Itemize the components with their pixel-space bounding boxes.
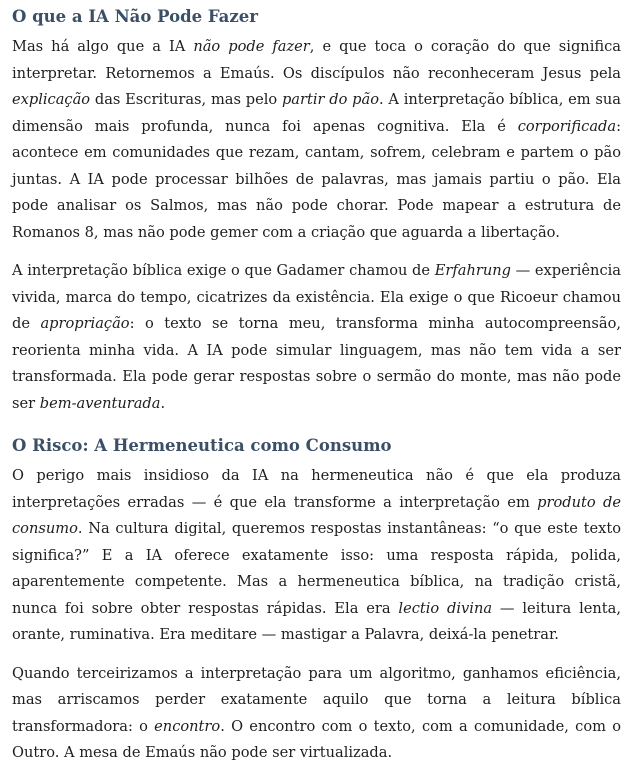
emphasized-text: lectio divina [398, 599, 493, 617]
emphasized-text: partir do pão [281, 91, 379, 108]
emphasized-text: não pode fazer [193, 38, 310, 55]
text-run: . [160, 394, 166, 412]
paragraph [12, 34, 621, 246]
emphasized-text: bem-aventurada [39, 394, 161, 412]
text-run: — leitura lenta, orante, ruminativa. Era meditare — mastigar a Palavra, deixá-la penetrar. [12, 599, 621, 643]
emphasized-text: corporificada [517, 117, 617, 135]
text-run: Mas há algo que a IA [12, 38, 194, 55]
text-run: . O encontro com o texto, com a comunidade, com o Outro. A mesa de Emaús não pode ser virtualizada. [12, 717, 621, 761]
emphasized-text: produto de consumo [12, 493, 621, 537]
text-run: . A interpretação bíblica, em sua dimensão mais profunda, nunca foi apenas cognitiva. Ela é [12, 91, 621, 135]
text-run: . Na cultura digital, queremos respostas instantâneas: “o que este texto significa?” E a IA oferece exatamente isso: uma resposta rápida, polida, aparentemente competente. Mas a hermeneutica bíblica, na tradição cristã, nunca foi sobre obter respostas rápidas. Ela era [12, 520, 621, 617]
text-run: O perigo mais insidioso da IA na hermeneutica não é que ela produza interpretações erradas — é que ela transforme a interpretação em [12, 467, 621, 511]
emphasized-text: encontro [154, 717, 221, 735]
emphasized-text: Erfahrung [434, 262, 511, 279]
text-run: : o texto se torna meu, transforma minha autocompreensão, reorienta minha vida. A IA pode simular linguagem, mas não tem vida a ser transformada. Ela pode gerar respostas sobre o sermão do monte, mas não pode ser [12, 315, 621, 412]
paragraph [12, 463, 621, 649]
emphasized-text: explicação [12, 91, 91, 108]
section-heading-consumption-risk: O Risco: A Hermeneutica como Consumo [12, 436, 392, 455]
paragraph [12, 258, 621, 417]
emphasized-text: apropriação [40, 315, 130, 332]
text-run: : acontece em comunidades que rezam, cantam, sofrem, celebram e partem o pão juntas. A IA pode processar bilhões de palavras, mas jamais partiu o pão. Ela pode analisar os Salmos, mas não pode chorar. Pode mapear a estrutura de Romanos 8, mas não pode gemer com a criação que aguarda a libertação. [12, 117, 621, 241]
paragraph [12, 661, 621, 767]
text-run: — experiência vivida, marca do tempo, cicatrizes da existência. Ela exige o que Ricoeur chamou de [12, 262, 621, 332]
text-run: Quando terceirizamos a interpretação para um algoritmo, ganhamos eficiência, mas arriscamos perder exatamente aquilo que torna a leitura bíblica transformadora: o [12, 664, 621, 735]
section-heading-ia-limits: O que a IA Não Pode Fazer [12, 7, 258, 26]
text-run: A interpretação bíblica exige o que Gadamer chamou de [12, 262, 435, 279]
text-run: das Escrituras, mas pelo [90, 91, 282, 108]
text-run: , e que toca o coração do que significa interpretar. Retornemos a Emaús. Os discípulos não reconheceram Jesus pela [12, 38, 621, 82]
